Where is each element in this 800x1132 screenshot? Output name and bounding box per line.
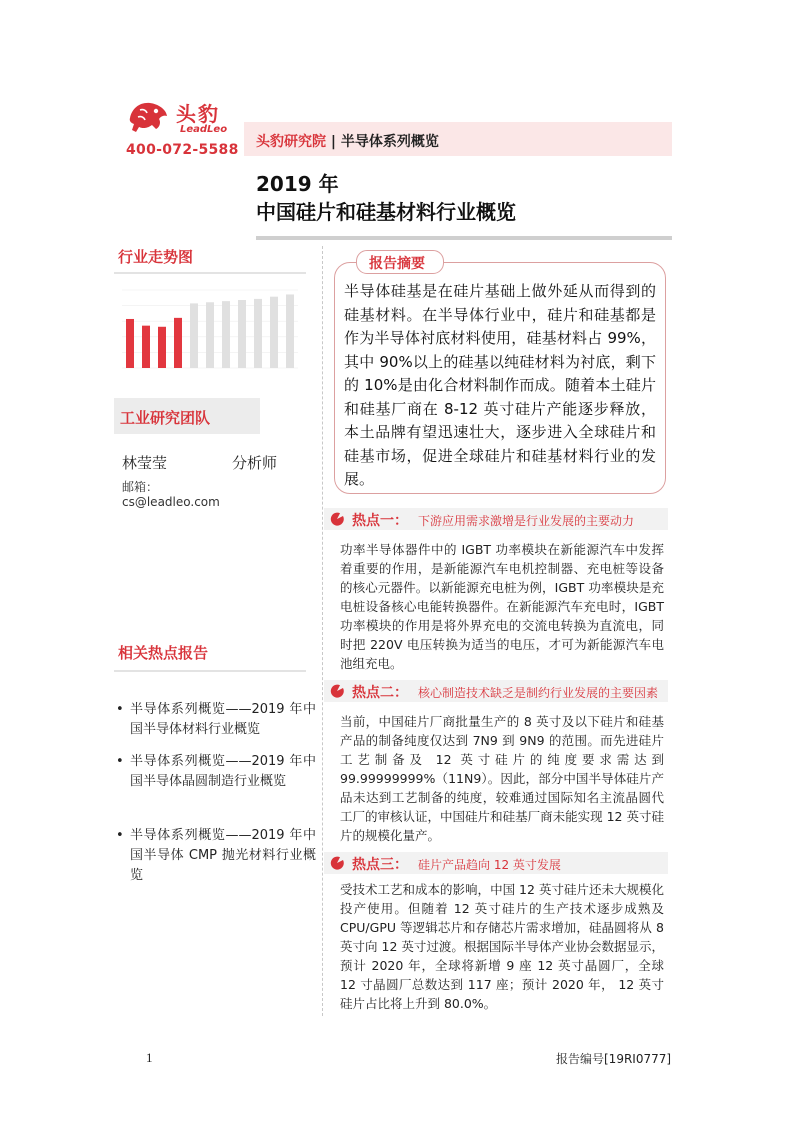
hotpoint-label: 热点一： [352,513,408,529]
related-report-title: 半导体系列概览——2019 年中国半导体晶圆制造行业概览 [130,754,316,789]
hotpoint-text: 受技术工艺和成本的影响，中国 12 英寸硅片还未大规模化投产使用。但随着 12 英寸硅片的生产技术逐步成熟及 CPU/GPU 等逻辑芯片和存储芯片需求增加，硅晶圆将从 8 英寸向 12 英寸过渡。根据国际半导体产业协会数据显示，预计 2020 年，全球将新增 9 座 12 英寸晶圆厂，全球 12 寸晶圆厂总数达到 117 座；预计 2020 年， 12 英寸硅片占比将上升到 80.0%。 [340,882,664,1011]
trend-section-title: 行业走势图 [118,248,194,266]
bullet-icon: • [116,754,124,769]
trend-section-divider [114,272,306,274]
header-title [256,131,439,151]
email-label: 邮箱： [122,480,159,494]
hotpoint-text: 功率半导体器件中的 IGBT 功率模块在新能源汽车中发挥着重要的作用，是新能源汽车电机控制器、充电桩等设备的核心元器件。以新能源充电桩为例，IGBT 功率模块是充电桩设备核心电能转换器件。在新能源汽车充电时，IGBT 功率模块的作用是将外界充电的交流电转换为直流电，同时把 220V 电压转换为适当的电压，才可为新能源汽车电池组充电。 [340,542,664,671]
hotpoint-subtitle: 硅片产品趋向 12 英寸发展 [418,858,561,872]
hotpoint-subtitle: 下游应用需求激增是行业发展的主要动力 [418,514,635,528]
column-separator [322,246,323,1016]
pie-icon [330,684,344,698]
summary-text: 半导体硅基是在硅片基础上做外延从而得到的硅基材料。在半导体行业中，硅片和硅基都是作为半导体衬底材料使用，硅基材料占 99%，其中 90%以上的硅基以纯硅材料为衬底，剩下的 10%是由化合材料制作而成。随着本土硅片和硅基厂商在 8-12 英寸硅片产能逐步释放，本土品牌有望迅速壮大，逐步进入全球硅片和硅基市场，促进全球硅片和硅基材料行业的发展。 [344,282,656,488]
report-number: 报告编号[19RI0777] [556,1052,672,1066]
related-section-divider [114,670,306,672]
hotpoint-label: 热点二： [352,685,408,701]
chart-bar [254,299,262,368]
chart-bar [286,294,294,368]
chart-bar [238,300,246,368]
chart-bar [206,302,214,368]
pie-icon [330,512,344,526]
chart-bar [158,327,166,368]
bullet-icon: • [116,828,124,843]
page-number: 1 [146,1050,153,1065]
pie-icon [330,856,344,870]
chart-bar [190,303,198,368]
report-title: 中国硅片和硅基材料行业概览 [256,200,516,224]
analyst-name: 林莹莹 [122,454,168,472]
title-divider [256,236,672,240]
hotpoint-subtitle: 核心制造技术缺乏是制约行业发展的主要因素 [418,686,659,700]
chart-bar [270,297,278,368]
brand-phone: 400-072-5588 [126,142,239,158]
header-institute: 头豹研究院 [256,134,326,150]
chart-bar [126,319,134,368]
summary-title: 报告摘要 [369,256,425,272]
related-report-item[interactable] [116,826,316,886]
bullet-icon: • [116,702,124,717]
analyst-role: 分析师 [232,454,278,472]
chart-bar [174,318,182,368]
hotpoint-text: 当前，中国硅片厂商批量生产的 8 英寸及以下硅片和硅基产品的制备纯度仅达到 7N9 到 9N9 的范围。而先进硅片工艺制备及 12 英寸硅片的纯度要求需达到 99.99999999%（11N9）。因此，部分中国半导体硅片产品未达到工艺制备的纯度，较难通过国际知名主流晶圆代工厂的审核认证，中国硅片和硅基厂商未能实现 12 英寸硅片的规模化量产。 [340,714,664,843]
trend-chart [116,282,304,374]
chart-bar [222,301,230,368]
related-section-title: 相关热点报告 [118,644,209,662]
related-report-title: 半导体系列概览——2019 年中国半导体 CMP 抛光材料行业概览 [130,828,316,883]
report-year: 2019 年 [256,172,339,196]
leopard-logo-icon [126,98,170,136]
related-report-title: 半导体系列概览——2019 年中国半导体材料行业概览 [130,702,316,737]
related-report-item[interactable] [116,752,316,792]
team-section-title: 工业研究团队 [120,409,211,427]
hotpoint-label: 热点三： [352,857,408,873]
email-link[interactable]: cs@leadleo.com [122,495,220,509]
chart-bar [142,326,150,368]
related-report-item[interactable] [116,700,316,740]
header-series: 半导体系列概览 [340,134,439,150]
brand-name-cn: 头豹 [176,102,220,126]
header-separator: | [330,134,336,150]
brand-name-en: LeadLeo [180,124,228,135]
